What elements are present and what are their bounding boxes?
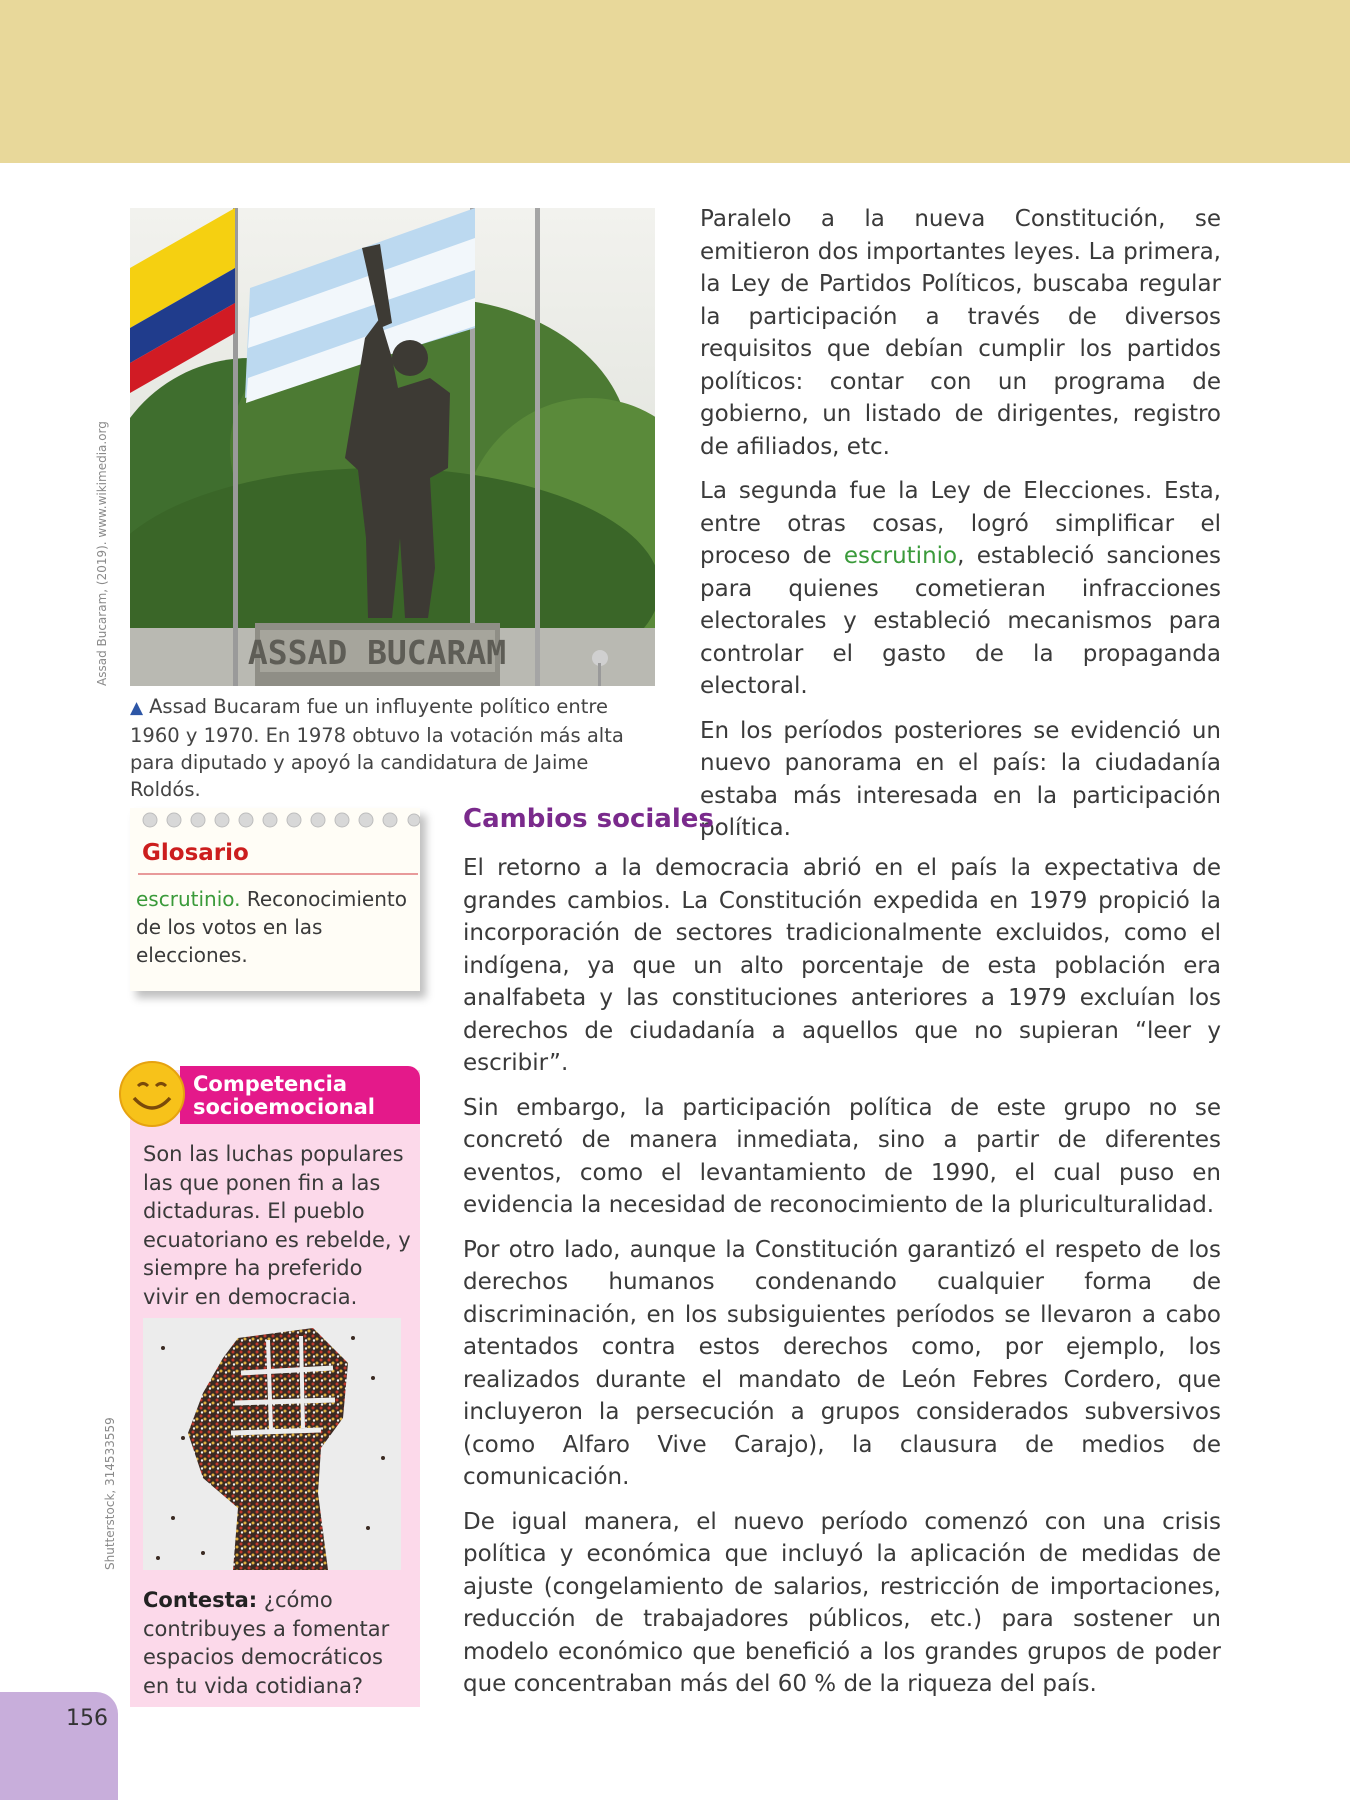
paragraph: Por otro lado, aunque la Constitución garantizó el respeto de los derechos humanos condenando cualquier forma de discriminación, en los subsiguientes períodos se llevaron a cabo atentados contra estos derechos como, por ejemplo, los realizados durante el mandato de León Febres Cordero, que incluyeron la persecución a grupos considerados subversivos (como Alfaro Vive Carajo), la clausura de medios de comunicación. <box>463 1236 1221 1490</box>
paragraph: En los períodos posteriores se evidenció un nuevo panorama en el país: la ciudadanía estaba más interesada en la participación política. <box>700 717 1221 841</box>
competencia-title <box>193 1073 375 1119</box>
paragraph: De igual manera, el nuevo período comenzó con una crisis política y económica que incluyó la aplicación de medidas de ajuste (congelamiento de salarios, restricción de importaciones, reducción de trabajadores públicos, etc.) para sostener un modelo económico que benefició a los grandes grupos de poder que concentraban más del 60 % de la riqueza del país. <box>463 1508 1221 1697</box>
question-label: Contesta: <box>143 1588 258 1612</box>
right-column-text <box>700 203 1221 857</box>
glossary-title: Glosario <box>142 840 249 866</box>
main-column-text <box>463 852 1221 1713</box>
question-text: ¿cómo contribuyes a fomentar espacios democráticos en tu vida cotidiana? <box>143 1588 390 1698</box>
glossary-definition <box>136 885 416 969</box>
competencia-text: Son las luchas populares las que ponen fin a las dictaduras. El pueblo ecuatoriano es rebelde, y siempre ha preferido vivir en democracia. <box>143 1142 411 1309</box>
header-band <box>0 0 1350 163</box>
title-line: socioemocional <box>193 1095 375 1119</box>
section-title: Cambios sociales <box>463 804 714 834</box>
statue-photo <box>130 208 655 686</box>
smiley-icon <box>118 1060 186 1128</box>
competencia-question <box>143 1586 413 1700</box>
caption-text: Assad Bucaram fue un influyente político entre 1960 y 1970. En 1978 obtuvo la votación más alta para diputado y apoyó la candidatura de Jaime Roldós. <box>130 695 624 801</box>
page-number: 156 <box>66 1706 108 1731</box>
plinth-text: ASSAD BUCARAM <box>247 633 507 672</box>
title-line: Competencia <box>193 1072 348 1096</box>
text-span: , estableció sanciones para quienes cometieran infracciones electorales y estableció mecanismos para controlar el gasto de la propaganda electoral. <box>700 543 1221 699</box>
glossary-box <box>130 808 420 991</box>
image-credit: Shutterstock, 314533559 <box>103 1417 117 1570</box>
spiral-binding-icon <box>140 810 420 830</box>
text-span: La segunda fue la Ley de Elecciones. Esta, entre otras cosas, logró simplificar el proceso de <box>700 478 1221 569</box>
paragraph <box>700 475 1221 703</box>
glossary-term: escrutinio <box>843 543 958 569</box>
glossary-term: escrutinio. <box>136 887 241 911</box>
paragraph: El retorno a la democracia abrió en el país la expectativa de grandes cambios. La Constitución expedida en 1979 propició la incorporación de sectores tradicionalmente excluidos, como el indígena, ya que un alto porcentaje de esta población era analfabeta y las constituciones anteriores a 1979 excluían los derechos de ciudadanía a aquellos que no supieran “leer y escribir”. <box>463 855 1221 1076</box>
photo-caption <box>130 693 660 803</box>
paragraph: Paralelo a la nueva Constitución, se emitieron dos importantes leyes. La primera, la Ley de Partidos Políticos, buscaba regular la participación a través de diversos requisitos que debían cumplir los partidos políticos: contar con un programa de gobierno, un listado de dirigentes, registro de afiliados, etc. <box>700 206 1221 460</box>
paragraph: Sin embargo, la participación política de este grupo no se concretó de manera inmediata, sino a partir de diferentes eventos, como el levantamiento de 1990, el cual puso en evidencia la necesidad de reconocimiento de la pluriculturalidad. <box>463 1094 1221 1218</box>
crowd-fist-image <box>143 1318 401 1570</box>
divider <box>138 873 418 875</box>
definition-text: Reconocimiento de los votos en las elecciones. <box>136 887 407 967</box>
photo-credit: Assad Bucaram, (2019). www.wikimedia.org <box>95 421 109 686</box>
triangle-icon: ▲ <box>130 698 144 718</box>
